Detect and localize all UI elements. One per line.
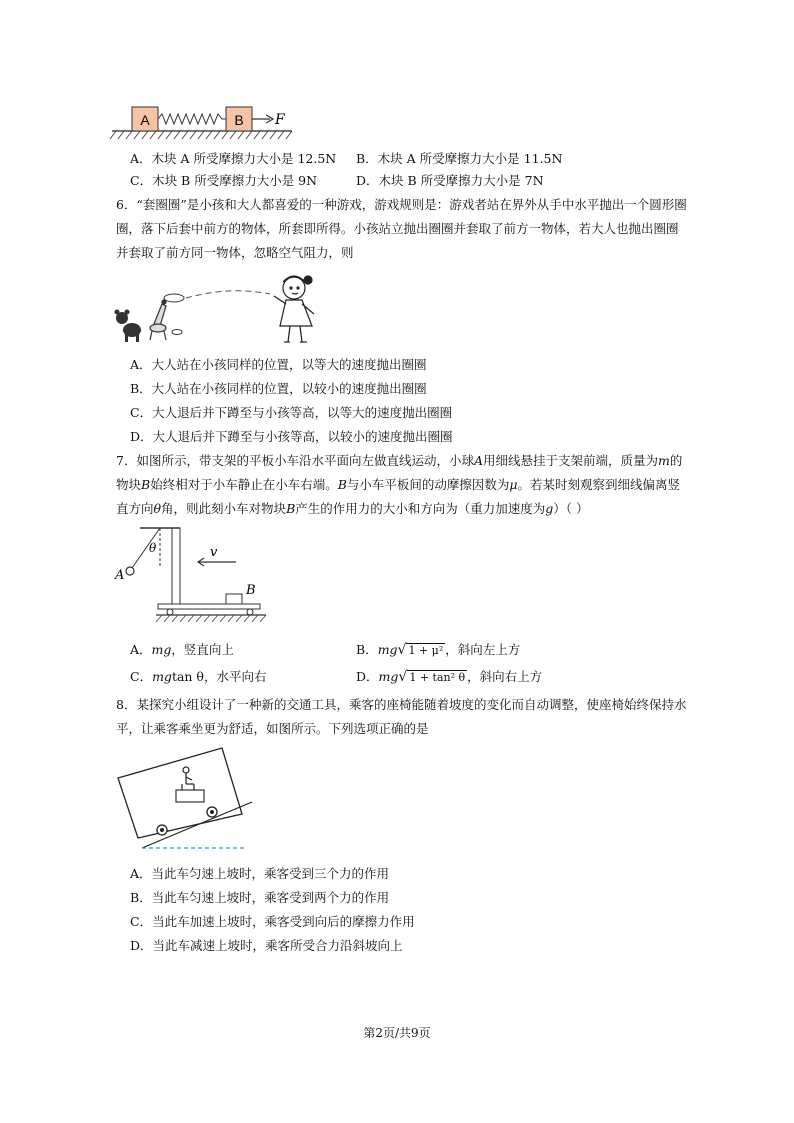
q5-figure xyxy=(108,104,298,146)
ball-label: A xyxy=(115,568,125,583)
q7-option-d: D．mg√ 1 + tan² θ ，斜向右上方 xyxy=(356,669,543,685)
angle-label: θ xyxy=(149,541,157,555)
q7-option-b: B．mg√ 1 + μ² ，斜向左上方 xyxy=(356,642,521,658)
q5-option-a: A．木块 A 所受摩擦力大小是 12.5N xyxy=(130,151,337,166)
q5-option-c: C．木块 B 所受摩擦力大小是 9N xyxy=(130,173,318,188)
block-label: B xyxy=(246,583,256,598)
trajectory xyxy=(186,291,270,298)
block-a-label: A xyxy=(140,112,150,128)
page-footer: 第2页/共9页 xyxy=(363,1026,431,1040)
q6-option-d: D．大人退后并下蹲至与小孩等高，以较小的速度抛出圈圈 xyxy=(130,429,453,444)
q7-stem: 7．如图所示，带支架的平板小车沿水平面向左做直线运动，小球A用细线悬挂于支架前端，质量为m的物块B始终相对于小车静止在小车右端。B与小车平板间的动摩擦因数为μ。若某时刻观察到细线偏离竖直方向θ角，则此刻小车对物块B产生的作用力的大小和方向为（重力加速度为g）（ ） xyxy=(116,453,683,516)
seat xyxy=(176,790,204,802)
q7-option-a: A．mg，竖直向上 xyxy=(130,642,234,657)
toy-dog-icon xyxy=(115,310,142,343)
q6-stem: 6．“套圈圈”是小孩和大人都喜爱的一种游戏，游戏规则是：游戏者站在界外从手中水平抛出一个圆形圈圈，落下后套中前方的物体，所套即所得。小孩站立抛出圈圈并套取了前方一物体，若大人也抛出圈圈并套取了前方同一物体，忽略空气阻力，则 xyxy=(116,197,687,260)
q8-option-d: D．当此车减速上坡时，乘客所受合力沿斜坡向上 xyxy=(130,938,403,953)
support-post xyxy=(172,528,180,606)
q8-option-c: C．当此车加速上坡时，乘客受到向后的摩擦力作用 xyxy=(130,914,415,929)
q8-stem: 8．某探究小组设计了一种新的交通工具，乘客的座椅能随着坡度的变化而自动调整，使座椅始终保持水平，让乘客乘坐更为舒适，如图所示。下列选项正确的是 xyxy=(116,697,687,736)
q6-option-c: C．大人退后并下蹲至与小孩等高，以等大的速度抛出圈圈 xyxy=(130,405,453,420)
ring-icon xyxy=(164,294,184,302)
cart-platform xyxy=(158,604,260,609)
force-label: F xyxy=(275,112,285,128)
girl-icon xyxy=(274,276,314,342)
q5-option-d: D．木块 B 所受摩擦力大小是 7N xyxy=(356,173,544,188)
q7-figure xyxy=(112,524,272,626)
block-b-label: B xyxy=(234,112,244,128)
q6-figure xyxy=(110,268,330,350)
q8-figure xyxy=(112,744,262,852)
velocity-label: v xyxy=(210,545,218,560)
q8-option-a: A．当此车匀速上坡时，乘客受到三个力的作用 xyxy=(130,866,390,881)
block-b xyxy=(226,594,242,604)
q6-option-b: B．大人站在小孩同样的位置，以较小的速度抛出圈圈 xyxy=(130,381,427,396)
toy-giraffe-icon xyxy=(150,300,166,340)
ball-a xyxy=(126,567,134,575)
spring xyxy=(158,114,226,124)
q5-option-b: B．木块 A 所受摩擦力大小是 11.5N xyxy=(356,151,563,166)
q8-option-b: B．当此车匀速上坡时，乘客受到两个力的作用 xyxy=(130,890,390,905)
wheel-icon xyxy=(167,609,173,615)
q6-option-a: A．大人站在小孩同样的位置，以等大的速度抛出圈圈 xyxy=(130,357,427,372)
q7-option-c: C．mgtan θ，水平向右 xyxy=(130,669,267,684)
